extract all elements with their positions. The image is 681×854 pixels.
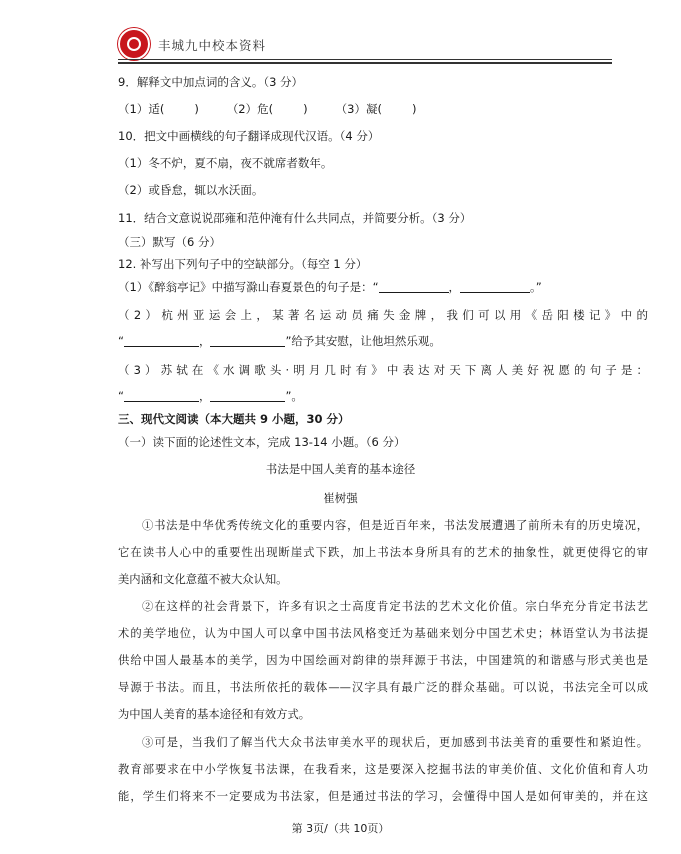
part-3-heading: 三、现代文阅读（本大题共 9 小题，30 分） [118,412,350,426]
question-10-1: （1）冬不炉，夏不扇，夜不就席者数年。 [118,156,333,170]
answer-blank [210,390,285,402]
page-number: 第 3页/（共 10页） [291,822,390,835]
essay-line: 为中国人美育的基本途径和有效方式。 [118,708,311,721]
essay-line: 术的美学地位，认为中国人可以拿中国书法风格变迁为基础来划分中国艺术史；林语堂认为书法提 [118,627,648,640]
essay-line: ③可是，当我们了解当代大众书法审美水平的现状后，更加感到书法美育的重要性和紧迫性。 [142,736,648,749]
essay-line: 美内涵和文化意蕴不被大众认知。 [118,573,288,586]
page-header [118,28,612,62]
header-rule [118,59,612,60]
header-title: 丰城九中校本资料 [158,38,267,53]
question-12: 12. 补写出下列句子中的空缺部分。（每空 1 分） [118,257,368,271]
essay-line: 导源于书法。而且，书法所依托的载体——汉字具有最广泛的群众基础。可以说，书法完全可以成 [118,681,648,694]
question-9-items: （1）适( ) （2）危( ) （3）凝( ) [118,102,417,116]
essay-line: 能，学生们将来不一定要成为书法家，但是通过书法的学习，会懂得中国人是如何审美的，并在这 [118,790,648,803]
question-12-3: （3）苏轼在《水调歌头·明月几时有》中表达对天下离人美好祝愿的句子是： [118,363,648,377]
question-12-1: （1）《醉翁亭记》中描写滁山春夏景色的句子是：“ ， 。” [118,280,542,294]
answer-blank [379,281,449,293]
part-3-sub1: （一）读下面的论述性文本，完成 13-14 小题。（6 分） [118,435,406,449]
school-logo-icon [118,28,150,60]
answer-blank [124,335,199,347]
essay-line: ②在这样的社会背景下，许多有识之士高度肯定书法的艺术文化价值。宗白华充分肯定书法艺 [142,600,648,613]
section-3-heading: （三）默写（6 分） [118,235,221,249]
essay-line: 它在读书人心中的重要性出现断崖式下跌，加上书法本身所具有的艺术的抽象性，就更使得它的审 [118,546,648,559]
question-11: 11．结合文意说说邵雍和范仲淹有什么共同点，并简要分析。（3 分） [118,211,472,225]
answer-blank [124,390,199,402]
essay-line: ①书法是中华优秀传统文化的重要内容，但是近百年来，书法发展遭遇了前所未有的历史境况， [142,519,648,532]
question-10: 10．把文中画横线的句子翻译成现代汉语。（4 分） [118,129,380,143]
question-12-2-blanks: “ ， ”给予其安慰，让他坦然乐观。 [118,334,441,348]
question-12-3-blanks: “ ， ”。 [118,389,303,403]
essay-line: 教育部要求在中小学恢复书法课，在我看来，这是要深入挖掘书法的审美价值、文化价值和育人功 [118,763,648,776]
question-9: 9．解释文中加点词的含义。（3 分） [118,75,304,89]
question-12-2: （2）杭州亚运会上，某著名运动员痛失金牌，我们可以用《岳阳楼记》中的 [118,308,648,322]
essay-line: 供给中国人最基本的美学，因为中国绘画对韵律的崇拜源于书法，中国建筑的和谐感与形式美也是 [118,654,648,667]
question-10-2: （2）或昏怠，辄以水沃面。 [118,183,264,197]
essay-author: 崔树强 [323,491,358,505]
answer-blank [210,335,285,347]
answer-blank [460,281,530,293]
essay-title: 书法是中国人美育的基本途径 [265,462,416,476]
header-rule-thick [118,62,612,64]
